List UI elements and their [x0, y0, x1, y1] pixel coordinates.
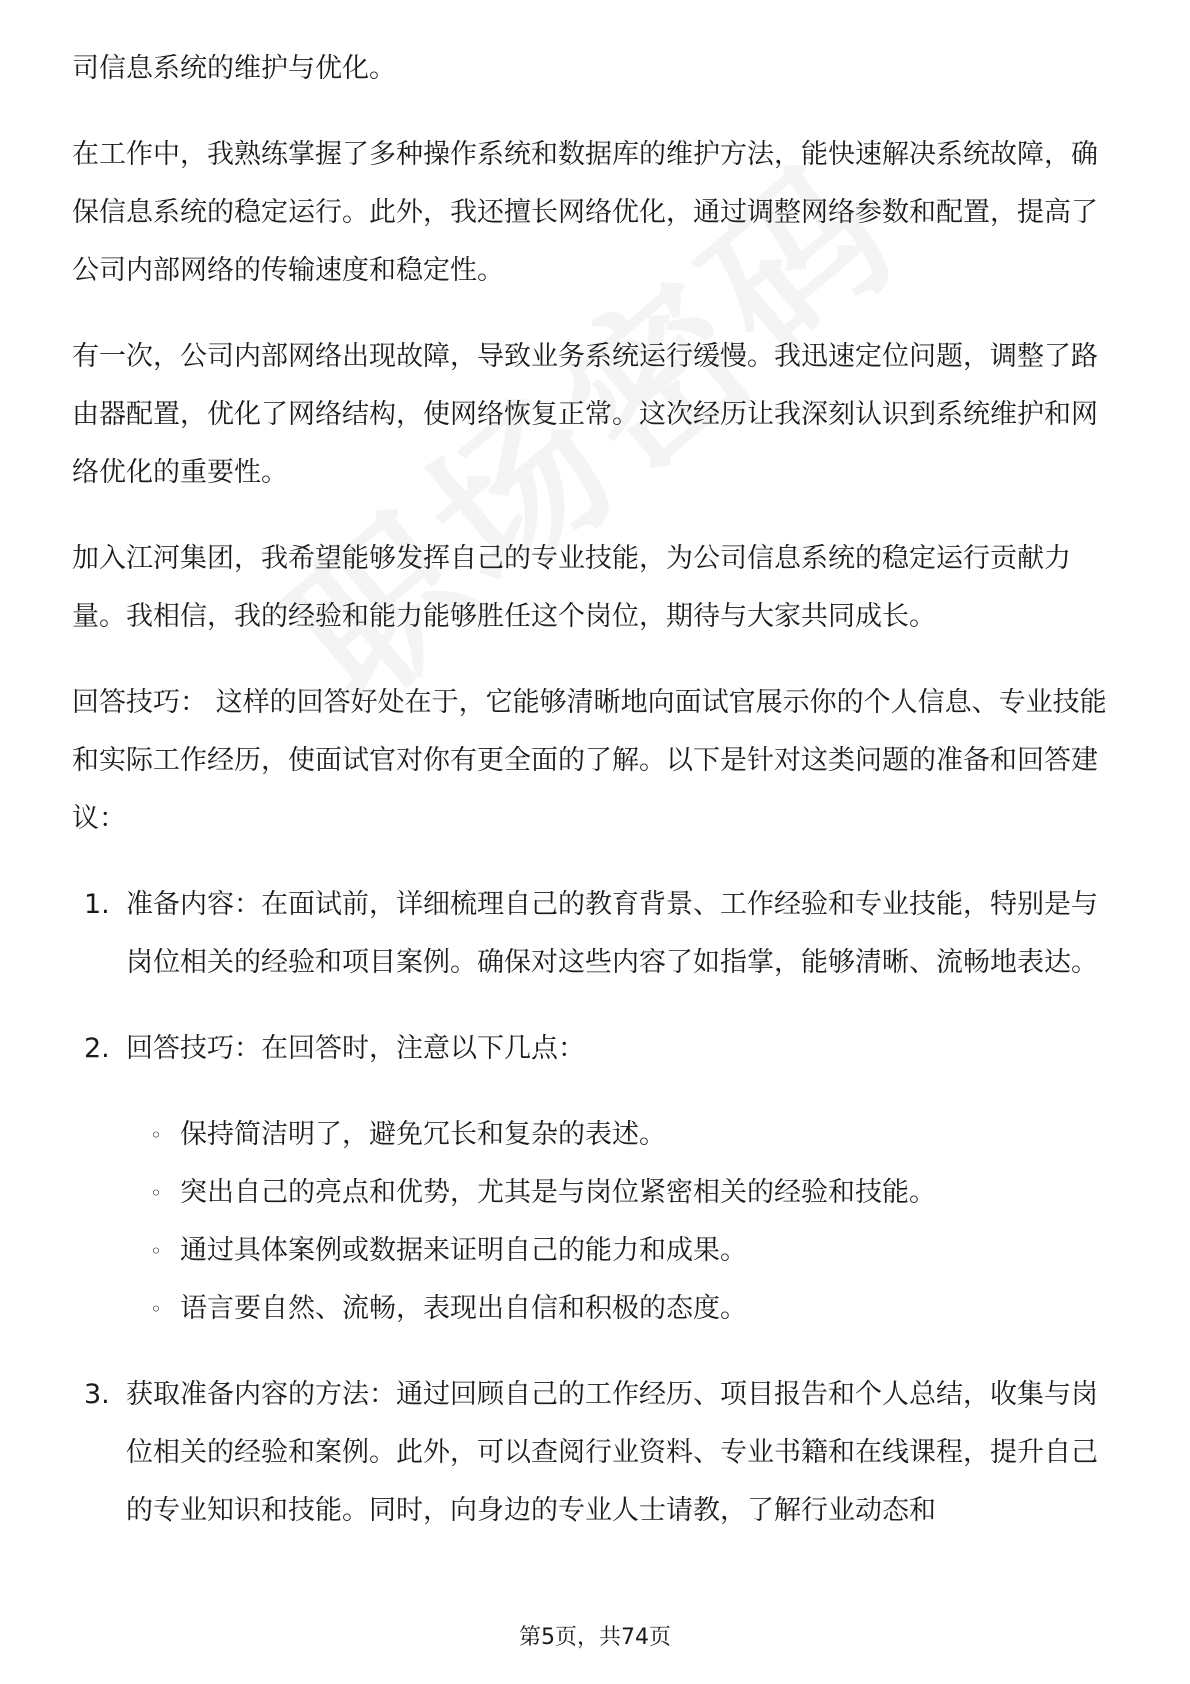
list-item-number: 1.: [84, 889, 110, 920]
list-item: [72, 876, 1122, 992]
list-item-text: 准备内容：在面试前，详细梳理自己的教育背景、工作经验和专业技能，特别是与岗位相关的经验和项目案例。确保对这些内容了如指掌，能够清晰、流畅地表达。: [126, 889, 1098, 978]
paragraph: 加入江河集团，我希望能够发挥自己的专业技能，为公司信息系统的稳定运行贡献力量。我相信，我的经验和能力能够胜任这个岗位，期待与大家共同成长。: [72, 543, 1071, 632]
list-item-text: 获取准备内容的方法：通过回顾自己的工作经历、项目报告和个人总结，收集与岗位相关的经验和案例。此外，可以查阅行业资料、专业书籍和在线课程，提升自己的专业知识和技能。同时，向身边的专业人士请教，了解行业动态和: [126, 1379, 1098, 1526]
list-item-text: 回答技巧：在回答时，注意以下几点：: [126, 1033, 585, 1064]
bullet-icon: ◦: [150, 1181, 162, 1205]
list-item-number: 2.: [84, 1033, 110, 1064]
sub-list-item: [126, 1106, 1122, 1164]
list-item-number: 3.: [84, 1379, 110, 1410]
sub-list-item-text: 突出自己的亮点和优势，尤其是与岗位紧密相关的经验和技能。: [180, 1177, 936, 1208]
paragraph-answer-tips: 回答技巧： 这样的回答好处在于，它能够清晰地向面试官展示你的个人信息、专业技能和实际工作经历，使面试官对你有更全面的了解。以下是针对这类问题的准备和回答建议：: [72, 687, 1107, 834]
list-item: [72, 1366, 1122, 1540]
sub-list-item-text: 通过具体案例或数据来证明自己的能力和成果。: [180, 1235, 747, 1266]
bullet-icon: ◦: [150, 1123, 162, 1147]
paragraph: 在工作中，我熟练掌握了多种操作系统和数据库的维护方法，能快速解决系统故障，确保信息系统的稳定运行。此外，我还擅长网络优化，通过调整网络参数和配置，提高了公司内部网络的传输速度和稳定性。: [72, 139, 1098, 286]
sub-list: [126, 1106, 1122, 1338]
sub-list-item-text: 保持简洁明了，避免冗长和复杂的表述。: [180, 1119, 666, 1150]
sub-list-item: [126, 1164, 1122, 1222]
bullet-icon: ◦: [150, 1297, 162, 1321]
paragraph: 有一次，公司内部网络出现故障，导致业务系统运行缓慢。我迅速定位问题，调整了路由器配置，优化了网络结构，使网络恢复正常。这次经历让我深刻认识到系统维护和网络优化的重要性。: [72, 341, 1098, 488]
list-item: [72, 1020, 1122, 1338]
sub-list-item: [126, 1280, 1122, 1338]
document-body: [72, 40, 1122, 1568]
page-number-footer: 第5页，共74页: [519, 1625, 671, 1650]
bullet-icon: ◦: [150, 1239, 162, 1263]
tips-list: [72, 876, 1122, 1540]
paragraph: 司信息系统的维护与优化。: [72, 53, 396, 84]
sub-list-item-text: 语言要自然、流畅，表现出自信和积极的态度。: [180, 1293, 747, 1324]
sub-list-item: [126, 1222, 1122, 1280]
